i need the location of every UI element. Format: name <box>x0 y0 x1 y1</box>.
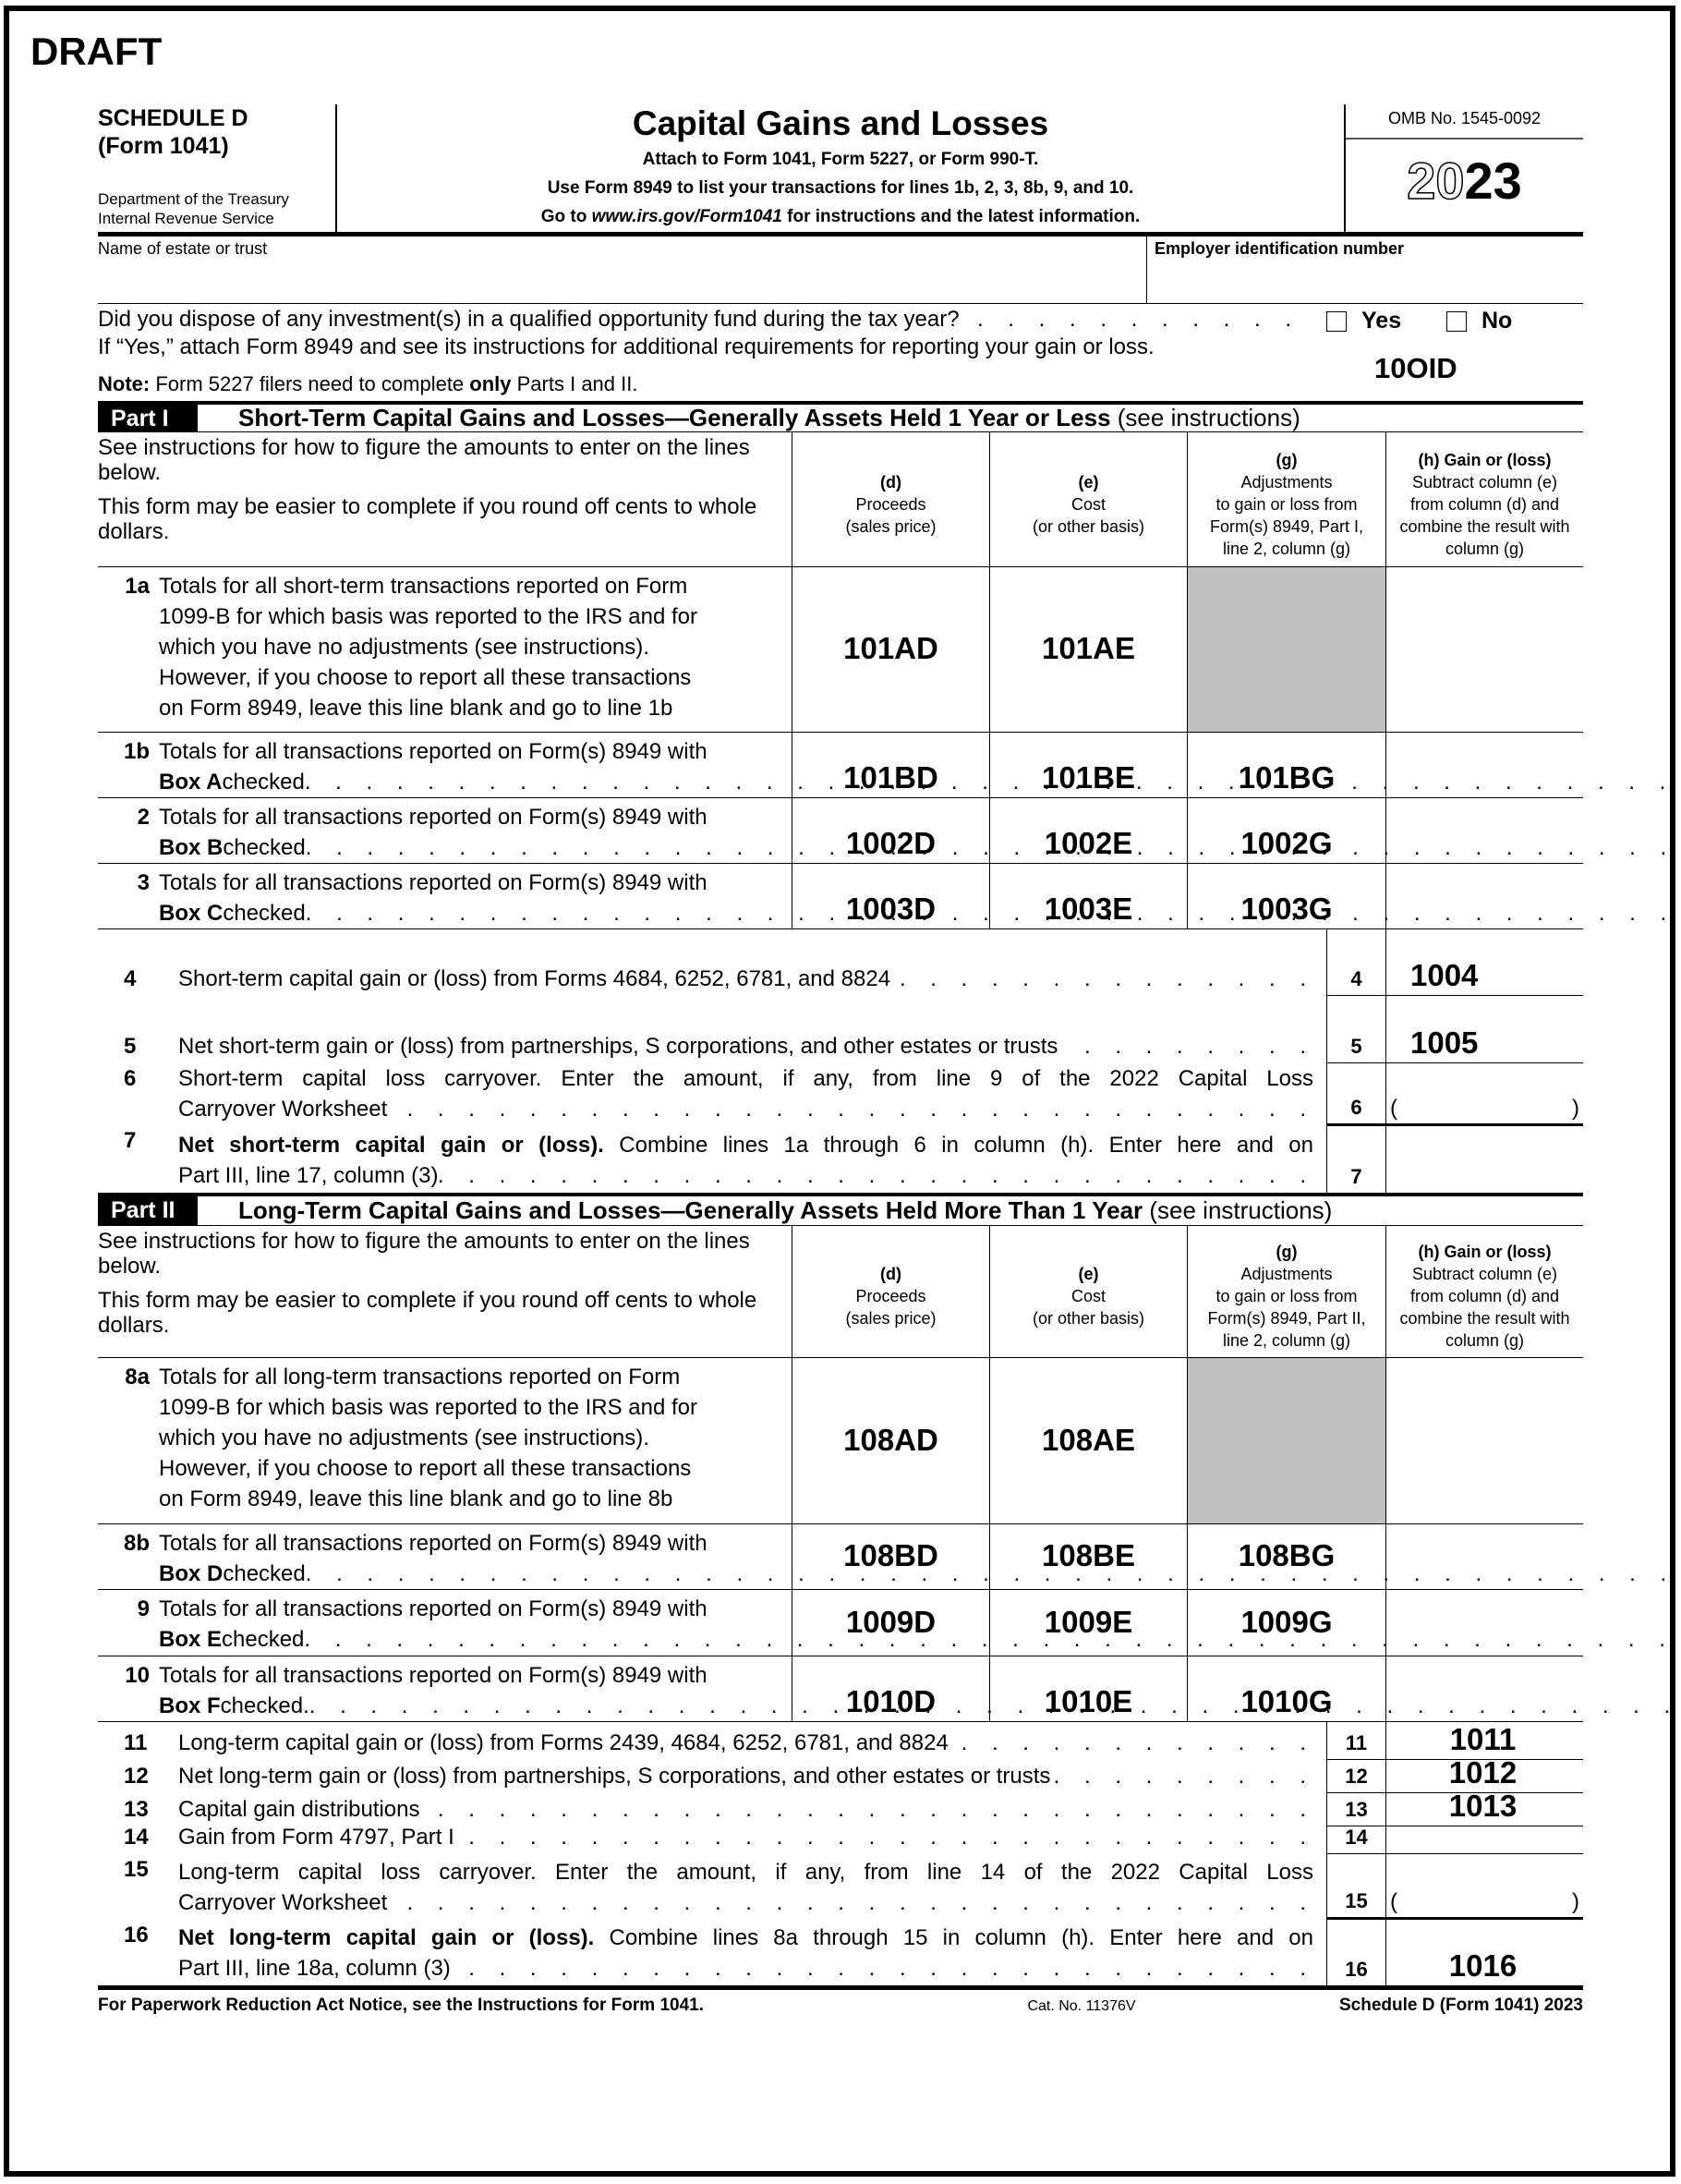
dot-leader <box>438 1160 1313 1191</box>
line-5-desc <box>98 996 1326 1063</box>
part-1-title <box>198 404 1300 432</box>
row-3-label <box>98 864 792 929</box>
line-text: Totals for all transactions reported on Form(s) 8949 with <box>159 870 707 895</box>
line-number: 3 <box>137 870 150 895</box>
line-box-number: 16 <box>1326 1920 1385 1985</box>
irs-line: Internal Revenue Service <box>98 210 274 227</box>
qof-question <box>98 304 1583 401</box>
col-key: (d) <box>880 472 901 491</box>
line-5 <box>98 996 1583 1063</box>
col-desc: Subtract column (e) from column (d) and combine the result with column (g) <box>1399 472 1570 558</box>
omb-number: OMB No. 1545-0092 <box>1346 104 1583 140</box>
dot-leader <box>949 1728 1313 1758</box>
title-block <box>337 104 1344 232</box>
part-1-table <box>98 432 1583 929</box>
instr-text: This form may be easier to complete if you round off cents to whole dollars. <box>98 494 757 544</box>
line-box-number: 13 <box>1326 1789 1385 1826</box>
line-16-desc <box>98 1920 1326 1985</box>
line-text: Short-term capital loss carryover. Enter the amount, if any, from line 9 of the 2022 Capital Loss <box>178 1066 1313 1091</box>
goto-prefix: Go to <box>540 207 592 226</box>
col-desc: Subtract column (e) from column (d) and combine the result with column (g) <box>1399 1265 1570 1350</box>
col-key: (e) <box>1078 472 1099 491</box>
line-text: Gain from Form 4797, Part I <box>178 1825 454 1850</box>
col-desc: Adjustments to gain or loss from Form(s) 8949, Part II, line 2, column (g) <box>1207 1265 1366 1350</box>
line-16 <box>98 1920 1583 1985</box>
line-number: 12 <box>124 1764 149 1789</box>
agency <box>98 189 289 228</box>
row-1a-e[interactable]: 101AE <box>989 567 1187 733</box>
row-8a-d[interactable]: 108AD <box>792 1358 989 1524</box>
line-number: 14 <box>124 1825 149 1850</box>
line-text: checked <box>222 770 305 795</box>
note-emphasis: only <box>469 372 512 395</box>
row-1b-d[interactable]: 101BD <box>792 733 989 798</box>
form-header <box>98 104 1583 237</box>
dot-leader <box>419 1794 1313 1825</box>
line-number: 15 <box>124 1857 149 1882</box>
line-number: 8a <box>125 1365 150 1389</box>
line-text: Totals for all transactions reported on Form(s) 8949 with <box>159 805 707 830</box>
row-2-d[interactable]: 1002D <box>792 798 989 864</box>
line-12-value[interactable]: 1012 <box>1385 1755 1583 1793</box>
row-2-e[interactable]: 1002E <box>989 798 1187 864</box>
box-label: Box B <box>159 835 224 860</box>
part-title-suffix: (see instructions) <box>1110 404 1300 431</box>
year-outline: 20 <box>1407 152 1465 210</box>
col-header-g <box>1187 1226 1385 1358</box>
line-13 <box>98 1789 1583 1822</box>
line-12 <box>98 1755 1583 1789</box>
box-label: Box C <box>159 901 224 926</box>
line-number: 1a <box>125 574 150 599</box>
row-2-h[interactable] <box>1385 798 1583 864</box>
row-8a-h[interactable] <box>1385 1358 1583 1524</box>
dot-leader <box>454 1822 1313 1852</box>
paren-close: ) <box>1572 1096 1579 1121</box>
goto-suffix: for instructions and the latest information. <box>781 207 1141 226</box>
row-8b-e[interactable]: 108BE <box>989 1524 1187 1590</box>
row-1b-g[interactable]: 101BG <box>1187 733 1385 798</box>
row-3-h[interactable] <box>1385 864 1583 929</box>
row-3-e[interactable]: 1003E <box>989 864 1187 929</box>
qof-instruction: If “Yes,” attach Form 8949 and see its instructions for additional requirements for reporting your gain or loss. <box>98 334 1155 359</box>
line-4-desc <box>98 929 1326 996</box>
row-10-label <box>98 1656 792 1722</box>
box-label: Box A <box>159 770 223 795</box>
paren-open: ( <box>1390 1096 1397 1121</box>
line-number: 16 <box>124 1923 149 1947</box>
no-checkbox[interactable] <box>1446 311 1467 332</box>
dot-leader <box>387 1094 1313 1124</box>
question-text: Did you dispose of any investment(s) in a qualified opportunity fund during the tax year? <box>98 307 960 332</box>
row-10-d[interactable]: 1010D <box>792 1656 989 1722</box>
line-15-desc <box>98 1854 1326 1920</box>
line-text: Carryover Worksheet <box>178 1097 388 1122</box>
col-desc: Proceeds (sales price) <box>845 1287 937 1328</box>
line-text: checked <box>223 901 306 926</box>
line-box-number: 11 <box>1326 1722 1385 1760</box>
row-10-h[interactable] <box>1385 1656 1583 1722</box>
line-4 <box>98 929 1583 996</box>
line-box-number: 4 <box>1326 929 1385 996</box>
instr-text: This form may be easier to complete if you round off cents to whole dollars. <box>98 1288 757 1338</box>
footer-form-id: Schedule D (Form 1041) 2023 <box>1338 1996 1583 2015</box>
note-text: Form 5227 filers need to complete <box>150 372 470 395</box>
line-number: 2 <box>137 805 150 830</box>
row-9-label <box>98 1590 792 1656</box>
dot-leader <box>1050 1761 1313 1791</box>
qof-question-text <box>98 306 1299 334</box>
table-instructions <box>98 1226 792 1358</box>
line-text: Combine lines 1a through 6 in column (h). Enter here and on <box>603 1133 1313 1158</box>
qof-field-code: 10OID <box>1374 352 1457 384</box>
part-title-suffix: (see instructions) <box>1143 1196 1333 1224</box>
line-14-desc <box>98 1822 1326 1854</box>
form-footer <box>98 1985 1583 2016</box>
no-label: No <box>1481 308 1513 334</box>
paren-close: ) <box>1572 1889 1579 1914</box>
schedule-d-form <box>98 104 1583 2016</box>
line-text: Net long-term gain or (loss) from partnerships, S corporations, and other estates or trusts <box>178 1764 1051 1789</box>
line-number: 11 <box>124 1730 148 1755</box>
part-2-header <box>98 1193 1583 1226</box>
estate-name-label: Name of estate or trust <box>98 239 268 258</box>
col-header-e <box>989 1226 1187 1358</box>
ein-label: Employer identification number <box>1155 239 1405 258</box>
line-5-value[interactable]: 1005 <box>1385 996 1583 1063</box>
tax-year <box>1346 140 1583 223</box>
line-16-value[interactable]: 1016 <box>1385 1920 1583 1985</box>
line-box-number: 6 <box>1326 1063 1385 1126</box>
row-9-g[interactable]: 1009G <box>1187 1590 1385 1656</box>
line-12-desc <box>98 1755 1326 1793</box>
col-key: (e) <box>1078 1265 1099 1283</box>
table-instructions <box>98 432 792 567</box>
irs-url-link[interactable]: www.irs.gov/Form1041 <box>591 207 782 226</box>
line-14 <box>98 1822 1583 1854</box>
line-number: 6 <box>124 1066 137 1091</box>
col-header-d <box>792 432 989 567</box>
catalog-number: Cat. No. 11376V <box>1027 1998 1136 2014</box>
row-1b-h[interactable] <box>1385 733 1583 798</box>
line-text: Totals for all short-term transactions reported on Form 1099-B for which basis was reported to the IRS and for which you have no adjustments (see instructions). However, if you choose to report all these transactions on Form 8949, leave this line blank and go to line 1b <box>159 574 697 721</box>
line-14-value[interactable] <box>1385 1822 1583 1854</box>
line-15-value[interactable] <box>1385 1854 1583 1920</box>
line-13-value[interactable]: 1013 <box>1385 1789 1583 1826</box>
line-11-value[interactable]: 1011 <box>1385 1722 1583 1760</box>
box-label: Box F <box>159 1693 221 1718</box>
line-number: 8b <box>123 1531 150 1556</box>
identity-row <box>98 237 1583 304</box>
part-2-title <box>198 1196 1332 1225</box>
part-title-text: Long-Term Capital Gains and Losses—Generally Assets Held More Than 1 Year <box>238 1196 1143 1224</box>
line-7-desc <box>98 1125 1326 1193</box>
line-number: 10 <box>125 1663 150 1688</box>
line-text: Long-term capital gain or (loss) from Forms 2439, 4684, 6252, 6781, and 8824 <box>178 1730 949 1755</box>
row-1b-e[interactable]: 101BE <box>989 733 1187 798</box>
row-1a-d[interactable]: 101AD <box>792 567 989 733</box>
line-text: checked. <box>220 1693 309 1718</box>
line-number: 9 <box>137 1596 150 1621</box>
row-8b-d[interactable]: 108BD <box>792 1524 989 1590</box>
row-8b-label <box>98 1524 792 1590</box>
line-number: 1b <box>123 739 150 764</box>
row-8a-e[interactable]: 108AE <box>989 1358 1187 1524</box>
row-9-h[interactable] <box>1385 1590 1583 1656</box>
row-8a-label <box>98 1358 792 1524</box>
row-1b-label <box>98 733 792 798</box>
col-key: (g) <box>1276 1243 1298 1261</box>
omb-year-block <box>1344 104 1583 232</box>
line-text: Part III, line 17, column (3) <box>178 1163 439 1188</box>
attach-instruction: Attach to Form 1041, Form 5227, or Form 990-T. <box>642 150 1039 169</box>
col-desc: Cost (or other basis) <box>1032 494 1145 536</box>
line-6 <box>98 1063 1583 1125</box>
col-desc: Adjustments to gain or loss from Form(s) 8949, Part I, line 2, column (g) <box>1209 472 1364 558</box>
col-key: (d) <box>880 1265 901 1283</box>
row-10-e[interactable]: 1010E <box>989 1656 1187 1722</box>
box-label: Box E <box>159 1627 223 1652</box>
line-text: Net short-term gain or (loss) from partnerships, S corporations, and other estates or trusts <box>178 1034 1058 1059</box>
line-text: Part III, line 18a, column (3) <box>178 1956 451 1981</box>
estate-name-field[interactable] <box>98 237 1146 303</box>
col-desc: Cost (or other basis) <box>1032 1287 1145 1328</box>
part-1-tag: Part I <box>98 405 198 431</box>
line-box-number: 7 <box>1326 1125 1385 1193</box>
line-text: Combine lines 8a through 15 in column (h). Enter here and on <box>594 1925 1313 1950</box>
part-1-header <box>98 401 1583 432</box>
form-number: (Form 1041) <box>98 133 229 159</box>
row-8b-h[interactable] <box>1385 1524 1583 1590</box>
dot-leader <box>960 306 1299 334</box>
col-header-e <box>989 432 1187 567</box>
row-1a-g-shaded <box>1187 567 1385 733</box>
form-id-block <box>98 104 337 232</box>
paren-open: ( <box>1390 1889 1397 1914</box>
line-text: Totals for all transactions reported on Form(s) 8949 with <box>159 1531 707 1556</box>
line-text: Carryover Worksheet <box>178 1890 388 1915</box>
row-1a-label <box>98 567 792 733</box>
box-label: Box D <box>159 1561 224 1586</box>
line-13-desc <box>98 1789 1326 1826</box>
line-text: checked <box>222 1627 305 1652</box>
form-8949-instruction: Use Form 8949 to list your transactions for lines 1b, 2, 3, 8b, 9, and 10. <box>547 178 1134 198</box>
draft-watermark: DRAFT <box>30 30 163 73</box>
row-9-e[interactable]: 1009E <box>989 1590 1187 1656</box>
note-label: Note: <box>98 372 151 395</box>
line-number: 5 <box>124 1034 137 1059</box>
schedule-name: SCHEDULE D <box>98 105 248 131</box>
line-box-number: 12 <box>1326 1755 1385 1793</box>
line-11 <box>98 1722 1583 1755</box>
instr-text: See instructions for how to figure the amounts to enter on the lines below. <box>98 435 750 485</box>
form-title: Capital Gains and Losses <box>632 104 1049 142</box>
part-2-tag: Part II <box>98 1196 198 1225</box>
dot-leader <box>387 1887 1313 1918</box>
line-15 <box>98 1854 1583 1920</box>
line-box-number: 5 <box>1326 996 1385 1063</box>
line-6-desc <box>98 1063 1326 1126</box>
line-number: 7 <box>124 1128 137 1153</box>
part-2-table <box>98 1226 1583 1722</box>
line-text: Totals for all long-term transactions reported on Form 1099-B for which basis was reported to the IRS and for which you have no adjustments (see instructions). However, if you choose to report all these transactions on Form 8949, leave this line blank and go to line 8b <box>159 1365 697 1511</box>
row-8a-g-shaded <box>1187 1358 1385 1524</box>
line-text: Totals for all transactions reported on Form(s) 8949 with <box>159 1596 707 1621</box>
row-3-d[interactable]: 1003D <box>792 864 989 929</box>
line-text: Totals for all transactions reported on Form(s) 8949 with <box>159 739 707 764</box>
col-key: (h) Gain or (loss) <box>1418 450 1552 469</box>
col-key: (g) <box>1276 450 1298 469</box>
line-text: Long-term capital loss carryover. Enter the amount, if any, from line 14 of the 2022 Capital Loss <box>178 1860 1313 1885</box>
website-instruction <box>337 202 1344 231</box>
line-box-number: 15 <box>1326 1854 1385 1920</box>
line-text: Short-term capital gain or (loss) from Forms 4684, 6252, 6781, and 8824 <box>178 966 891 991</box>
paperwork-notice: For Paperwork Reduction Act Notice, see the Instructions for Form 1041. <box>98 1996 704 2015</box>
ein-field[interactable] <box>1146 237 1583 303</box>
line-6-value[interactable] <box>1385 1063 1583 1126</box>
row-2-label <box>98 798 792 864</box>
line-number: 4 <box>124 966 137 991</box>
part-title-text: Short-Term Capital Gains and Losses—Generally Assets Held 1 Year or Less <box>238 404 1111 431</box>
row-10-g[interactable]: 1010G <box>1187 1656 1385 1722</box>
line-7 <box>98 1125 1583 1193</box>
dept-line: Department of the Treasury <box>98 190 289 208</box>
year-bold: 23 <box>1464 152 1522 210</box>
col-header-g <box>1187 432 1385 567</box>
yes-label: Yes <box>1361 308 1402 334</box>
yes-checkbox[interactable] <box>1326 311 1347 332</box>
line-7-value[interactable] <box>1385 1125 1583 1193</box>
col-header-h <box>1385 1226 1583 1358</box>
line-bold-text: Net long-term capital gain or (loss). <box>178 1925 595 1950</box>
line-box-number: 14 <box>1326 1822 1385 1854</box>
line-11-desc <box>98 1722 1326 1760</box>
row-1a-h[interactable] <box>1385 567 1583 733</box>
dot-leader <box>1058 1031 1313 1062</box>
dot-leader <box>451 1953 1313 1984</box>
line-text: checked <box>223 835 306 860</box>
col-header-d <box>792 1226 989 1358</box>
note <box>98 371 637 397</box>
line-text: checked <box>223 1561 306 1586</box>
row-9-d[interactable]: 1009D <box>792 1590 989 1656</box>
line-bold-text: Net short-term capital gain or (loss). <box>178 1133 604 1158</box>
col-key: (h) Gain or (loss) <box>1418 1243 1552 1261</box>
dot-leader <box>890 964 1313 994</box>
row-3-g[interactable]: 1003G <box>1187 864 1385 929</box>
instr-text: See instructions for how to figure the amounts to enter on the lines below. <box>98 1229 750 1279</box>
col-header-h <box>1385 432 1583 567</box>
row-2-g[interactable]: 1002G <box>1187 798 1385 864</box>
line-text: Totals for all transactions reported on Form(s) 8949 with <box>159 1663 707 1688</box>
line-4-value[interactable]: 1004 <box>1385 929 1583 996</box>
line-text: Capital gain distributions <box>178 1797 420 1822</box>
row-8b-g[interactable]: 108BG <box>1187 1524 1385 1590</box>
note-text-end: Parts I and II. <box>511 372 638 395</box>
col-desc: Proceeds (sales price) <box>845 494 937 536</box>
line-number: 13 <box>124 1797 149 1822</box>
